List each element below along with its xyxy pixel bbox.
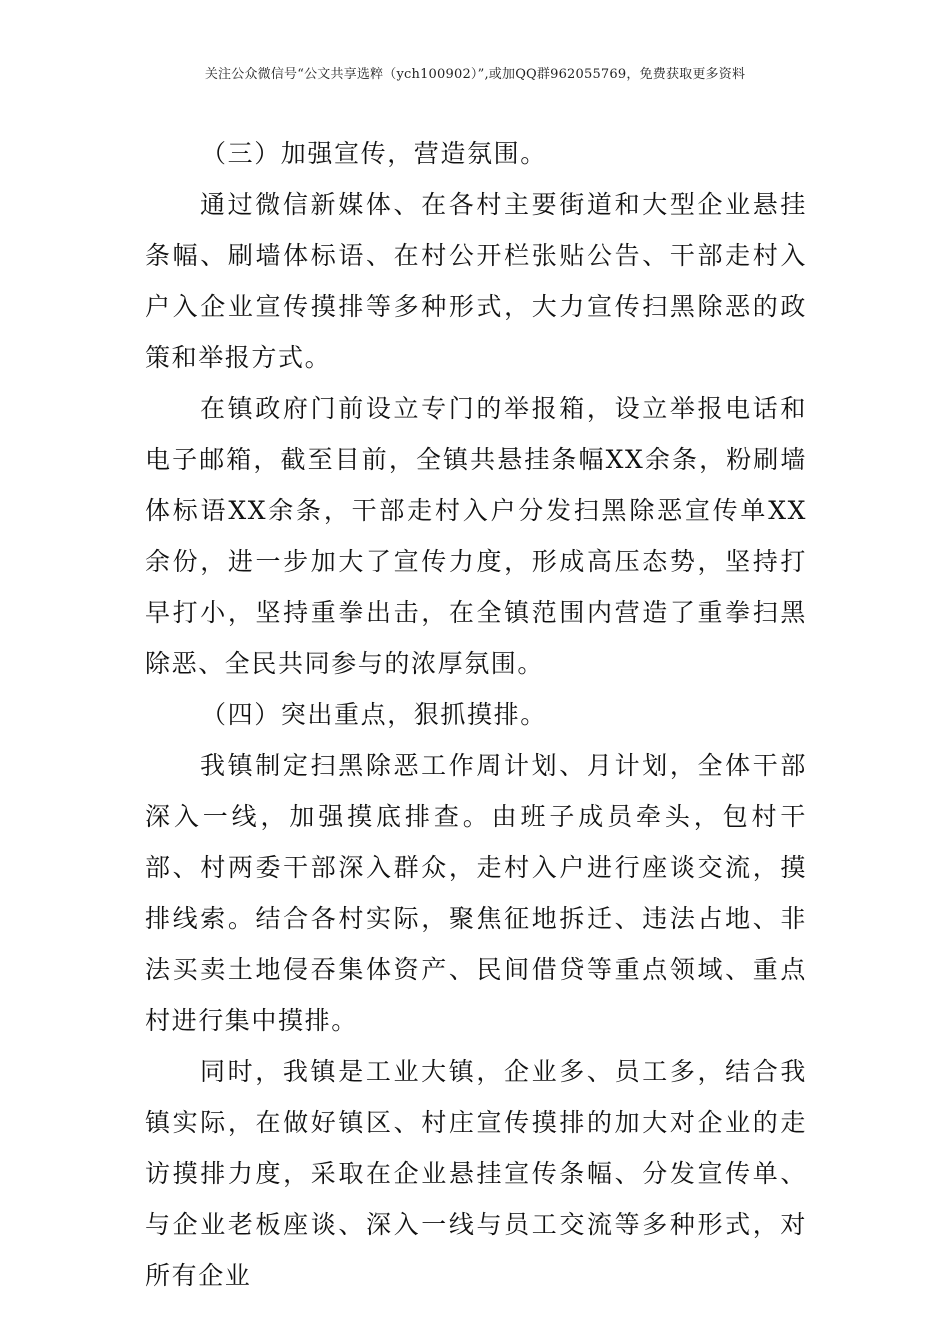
section-4-paragraph-2: 同时，我镇是工业大镇，企业多、员工多，结合我镇实际，在做好镇区、村庄宣传摸排的加大对企业的走访摸排力度，采取在企业悬挂宣传条幅、分发宣传单、与企业老板座谈、深入一线与员工交流等多种形式，对所有企业 xyxy=(145,1057,807,1290)
document-body xyxy=(145,128,807,1301)
section-3-paragraph-1: 通过微信新媒体、在各村主要街道和大型企业悬挂条幅、刷墙体标语、在村公开栏张贴公告、干部走村入户入企业宣传摸排等多种形式，大力宣传扫黑除恶的政策和举报方式。 xyxy=(145,190,807,372)
section-4-paragraph-1: 我镇制定扫黑除恶工作周计划、月计划，全体干部深入一线，加强摸底排查。由班子成员牵头，包村干部、村两委干部深入群众，走村入户进行座谈交流，摸排线索。结合各村实际，聚焦征地拆迁、违法占地、非法买卖土地侵吞集体资产、民间借贷等重点领域、重点村进行集中摸排。 xyxy=(145,751,807,1035)
section-3-heading: （三）加强宣传，营造氛围。 xyxy=(201,139,547,168)
header-notice: 关注公众微信号“公文共享选粹（ych100902）”,或加QQ群962055769，免费获取更多资料 xyxy=(204,67,746,82)
section-3-paragraph-2: 在镇政府门前设立专门的举报箱，设立举报电话和电子邮箱，截至目前，全镇共悬挂条幅XX余条，粉刷墙体标语XX余条，干部走村入户分发扫黑除恶宣传单XX余份，进一步加大了宣传力度，形成高压态势，坚持打早打小，坚持重拳出击，在全镇范围内营造了重拳扫黑除恶、全民共同参与的浓厚氛围。 xyxy=(145,394,807,678)
section-4-heading: （四）突出重点，狠抓摸排。 xyxy=(201,700,547,729)
